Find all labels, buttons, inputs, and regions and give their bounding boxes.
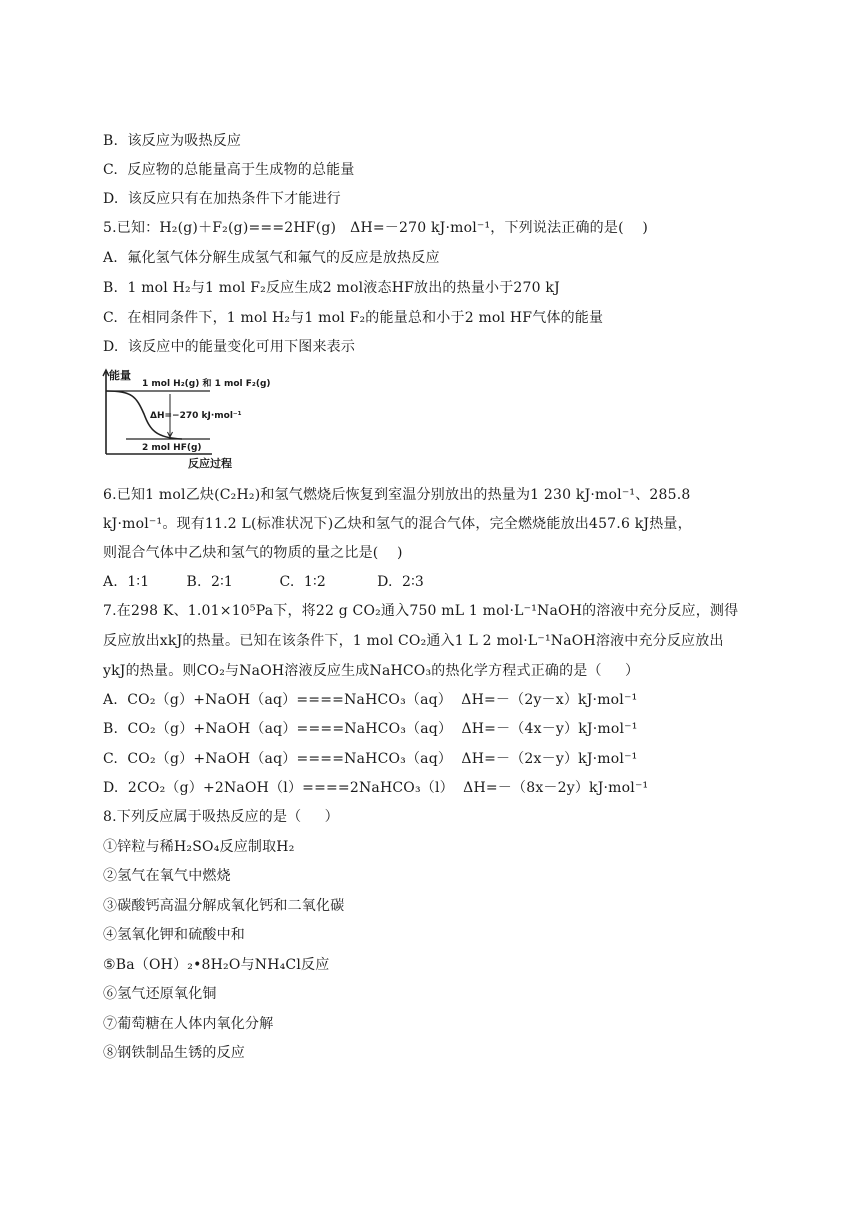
delta-h-label: ΔH=−270 kJ·mol⁻¹ xyxy=(150,411,242,421)
item-8-6: ⑥氢气还原氧化铜 xyxy=(103,986,217,1002)
x-axis-label: 反应过程 xyxy=(188,457,232,470)
question-8-stem: 8.下列反应属于吸热反应的是（ ） xyxy=(103,809,339,825)
option-5a: A. 氟化氢气体分解生成氢气和氟气的反应是放热反应 xyxy=(103,250,440,266)
item-8-4: ④氢氧化钾和硫酸中和 xyxy=(103,927,245,943)
option-5b: B. 1 mol H₂与1 mol F₂反应生成2 mol液态HF放出的热量小于270 kJ xyxy=(103,280,560,296)
question-6-stem-line3: 则混合气体中乙炔和氢气的物质的量之比是( ) xyxy=(103,545,403,561)
option-4c: C. 反应物的总能量高于生成物的总能量 xyxy=(103,162,355,178)
question-5-stem: 5.已知：H₂(g)＋F₂(g)===2HF(g) ΔH=－270 kJ·mol⁻¹，下列说法正确的是( ) xyxy=(103,220,649,236)
question-7-stem-line2: 反应放出xkJ的热量。已知在该条件下，1 mol CO₂通入1 L 2 mol·L⁻¹NaOH溶液中充分反应放出 xyxy=(103,633,724,649)
y-axis-label: 能量 xyxy=(109,369,131,382)
option-4b: B. 该反应为吸热反应 xyxy=(103,133,242,149)
question-6-stem-line1: 6.已知1 mol乙炔(C₂H₂)和氢气燃烧后恢复到室温分别放出的热量为1 230 kJ·mol⁻¹、285.8 xyxy=(103,487,691,503)
option-7a: A. CO₂（g）+NaOH（aq）====NaHCO₃（aq） ΔH=－（2y－x）kJ·mol⁻¹ xyxy=(103,692,638,708)
item-8-8: ⑧钢铁制品生锈的反应 xyxy=(103,1045,245,1061)
item-8-5: ⑤Ba（OH）₂•8H₂O与NH₄Cl反应 xyxy=(103,957,330,973)
option-7b: B. CO₂（g）+NaOH（aq）====NaHCO₃（aq） ΔH=－（4x－y）kJ·mol⁻¹ xyxy=(103,721,638,737)
option-4d: D. 该反应只有在加热条件下才能进行 xyxy=(103,191,341,207)
item-8-1: ①锌粒与稀H₂SO₄反应制取H₂ xyxy=(103,839,295,855)
option-7c: C. CO₂（g）+NaOH（aq）====NaHCO₃（aq） ΔH=－（2x－y）kJ·mol⁻¹ xyxy=(103,751,638,767)
products-label: 2 mol HF(g) xyxy=(142,443,202,453)
reactants-label: 1 mol H₂(g) 和 1 mol F₂(g) xyxy=(142,379,271,389)
option-5c: C. 在相同条件下，1 mol H₂与1 mol F₂的能量总和小于2 mol HF气体的能量 xyxy=(103,310,604,326)
option-5d: D. 该反应中的能量变化可用下图来表示 xyxy=(103,339,356,355)
energy-diagram xyxy=(100,366,271,470)
question-7-stem-line1: 7.在298 K、1.01×10⁵Pa下，将22 g CO₂通入750 mL 1 mol·L⁻¹NaOH的溶液中充分反应，测得 xyxy=(103,603,739,619)
question-6-options: A. 1∶1 B. 2∶1 C. 1∶2 D. 2∶3 xyxy=(103,574,425,590)
item-8-3: ③碳酸钙高温分解成氧化钙和二氧化碳 xyxy=(103,898,345,914)
question-6-stem-line2: kJ·mol⁻¹。现有11.2 L(标准状况下)乙炔和氢气的混合气体，完全燃烧能放出457.6 kJ热量， xyxy=(103,516,692,532)
question-7-stem-line3: ykJ的热量。则CO₂与NaOH溶液反应生成NaHCO₃的热化学方程式正确的是（ ） xyxy=(103,663,640,679)
option-7d: D. 2CO₂（g）+2NaOH（l）====2NaHCO₃（l） ΔH=－（8x－2y）kJ·mol⁻¹ xyxy=(103,780,649,796)
item-8-7: ⑦葡萄糖在人体内氧化分解 xyxy=(103,1016,274,1032)
item-8-2: ②氢气在氧气中燃烧 xyxy=(103,868,231,884)
